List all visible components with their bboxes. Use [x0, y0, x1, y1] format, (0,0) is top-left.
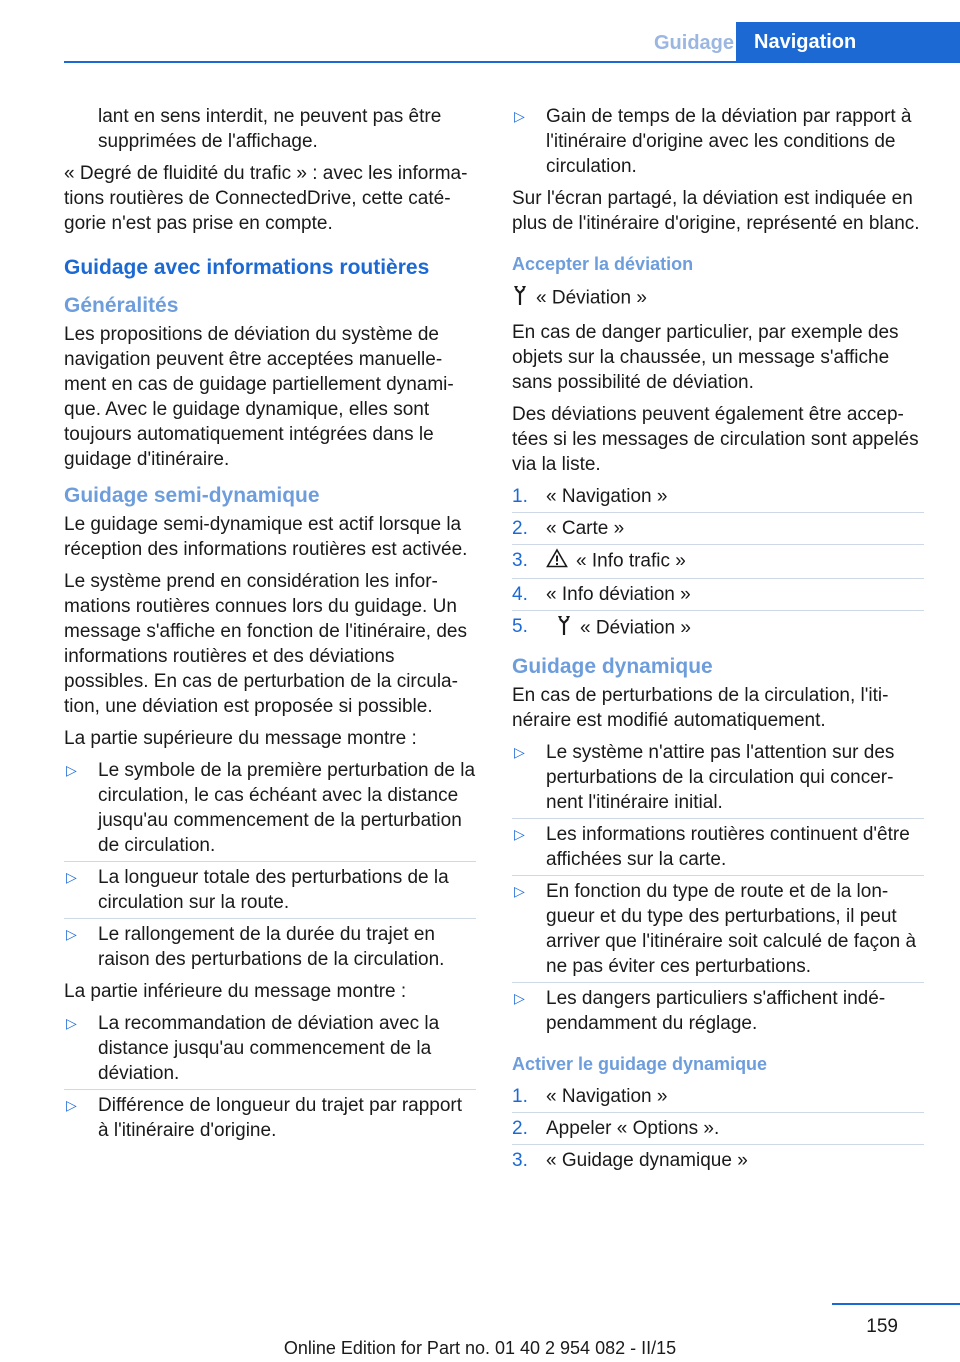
paragraph-partie-inferieure: La partie inférieure du message montre : [64, 981, 407, 1002]
page-header [0, 0, 960, 62]
paragraph-partie-superieure: La partie supérieure du message montre : [64, 728, 417, 749]
list-dynamique [512, 740, 924, 1036]
list-partie-inferieure [64, 1011, 476, 1143]
list-item: ▷ Le symbole de la première perturbation de la circulation, le cas échéant avec la distance jusqu'au commencement de la perturbation de circulation. [66, 760, 476, 856]
heading-activer-guidage: Activer le guidage dynamique [512, 1054, 768, 1074]
triangle-bullet-icon: ▷ [66, 1015, 77, 1031]
step-number: 4. [512, 584, 528, 605]
warning-icon [546, 548, 568, 575]
paragraph-deviations-liste: Des déviations peuvent également être acceptées si les messages de circulation sont appelés via la liste. [512, 404, 919, 475]
list-item: ▷ La recommandation de déviation avec la distance jusqu'au commencement de la déviation. [64, 1011, 476, 1086]
deviation-instruction [512, 284, 924, 313]
list-item: ▷ En fonction du type de route et de la longueur et du type des perturbations, il peut arriver que l'itinéraire soit calculé de façon à ne pas éviter ces perturbations. [512, 879, 924, 979]
step-item: 2. « Carte » [512, 516, 924, 541]
paragraph-dynamique: En cas de perturbations de la circulation, l'itinéraire est modifié automatiquement. [512, 685, 889, 731]
steps-activer [512, 1084, 924, 1173]
heading-guidage-dynamique: Guidage dynamique [512, 655, 713, 678]
header-chapter-tab: Navigation [736, 22, 960, 62]
header-rule [64, 61, 960, 63]
step-item: 5. « Déviation » [512, 614, 924, 643]
footer-rule [832, 1303, 960, 1305]
heading-accepter-deviation: Accepter la déviation [512, 254, 694, 274]
paragraph-ecran-partage: Sur l'écran partagé, la déviation est indiquée en plus de l'itinéraire d'origine, représenté en blanc. [512, 188, 920, 234]
paragraph-continued: lant en sens interdit, ne peuvent pas être supprimées de l'affichage. [98, 106, 442, 152]
list-item: ▷ Le rallongement de la durée du trajet en raison des perturbations de la circulation. [66, 924, 445, 970]
list-item: ▷ Le système n'attire pas l'attention sur des perturbations de la circulation qui concernent l'itinéraire initial. [512, 740, 924, 815]
triangle-bullet-icon: ▷ [66, 869, 77, 885]
step-number: 2. [512, 518, 528, 539]
step-number: 3. [512, 550, 528, 571]
step-item: 2. Appeler « Options ». [512, 1116, 924, 1141]
header-section: Guidage [653, 32, 734, 54]
triangle-bullet-icon: ▷ [66, 1097, 77, 1113]
triangle-bullet-icon: ▷ [514, 990, 525, 1006]
step-item: 3. « Info trafic » [512, 548, 924, 575]
step-item: 1. « Navigation » [512, 484, 924, 509]
triangle-bullet-icon: ▷ [514, 883, 525, 899]
step-number: 1. [512, 486, 528, 507]
step-number: 2. [512, 1118, 528, 1139]
left-column [64, 104, 476, 1150]
paragraph-danger: En cas de danger particulier, par exemple des objets sur la chaussée, un message s'affiche sans possibilité de déviation. [512, 322, 899, 393]
triangle-bullet-icon: ▷ [66, 926, 77, 942]
list-item: ▷ Gain de temps de la déviation par rapport à l'itinéraire d'origine avec les conditions de circulation. [514, 106, 912, 177]
step-number: 5. [512, 616, 528, 637]
paragraph-semi-1: Le guidage semi-dynamique est actif lorsque la réception des informations routières est activée. [64, 514, 468, 560]
deviation-label: « Déviation » [536, 287, 647, 309]
list-item: ▷ Différence de longueur du trajet par rapport à l'itinéraire d'origine. [66, 1095, 463, 1141]
list-partie-superieure [64, 758, 476, 972]
list-item: ▷ Les dangers particuliers s'affichent indépendamment du réglage. [514, 988, 886, 1034]
list-gain-temps [512, 104, 924, 179]
heading-semi-dynamique: Guidage semi-dynamique [64, 484, 320, 507]
deviation-icon [512, 284, 528, 313]
step-number: 1. [512, 1086, 528, 1107]
paragraph-degre: « Degré de fluidité du trafic » : avec les informations routières de ConnectedDrive, cette catégorie n'est pas prise en compte. [64, 163, 468, 234]
paragraph-generalites: Les propositions de déviation du système de navigation peuvent être acceptées manuellement en cas de guidage partiellement dynamique. Avec le guidage dynamique, elles sont toujours automatiquement intégrées dans le guidage d'itinéraire. [64, 324, 454, 470]
steps-accepter [512, 484, 924, 643]
step-item: 4. « Info déviation » [512, 582, 924, 607]
list-item: ▷ La longueur totale des perturbations de la circulation sur la route. [64, 865, 476, 915]
deviation-icon [556, 614, 572, 643]
triangle-bullet-icon: ▷ [514, 108, 525, 124]
step-number: 3. [512, 1150, 528, 1171]
triangle-bullet-icon: ▷ [66, 762, 77, 778]
heading-guidage-info: Guidage avec informations routières [64, 256, 430, 279]
page-number: 159 [866, 1316, 898, 1337]
edition-note: Online Edition for Part no. 01 40 2 954 082 - II/15 [283, 1338, 677, 1358]
triangle-bullet-icon: ▷ [514, 744, 525, 760]
list-item: ▷ Les informations routières continuent d'être affichées sur la carte. [512, 822, 924, 872]
heading-generalites: Généralités [64, 294, 179, 317]
step-item: 1. « Navigation » [512, 1084, 924, 1109]
right-column [512, 104, 924, 1180]
triangle-bullet-icon: ▷ [514, 826, 525, 842]
step-item: 3. « Guidage dynamique » [512, 1150, 748, 1171]
paragraph-semi-2: Le système prend en considération les informations routières connues lors du guidage. Un message s'affiche en fonction de l'itinéraire, des informations routières et des déviations possibles. En cas de perturbation de la circulation, une déviation est proposée si possible. [64, 571, 467, 717]
